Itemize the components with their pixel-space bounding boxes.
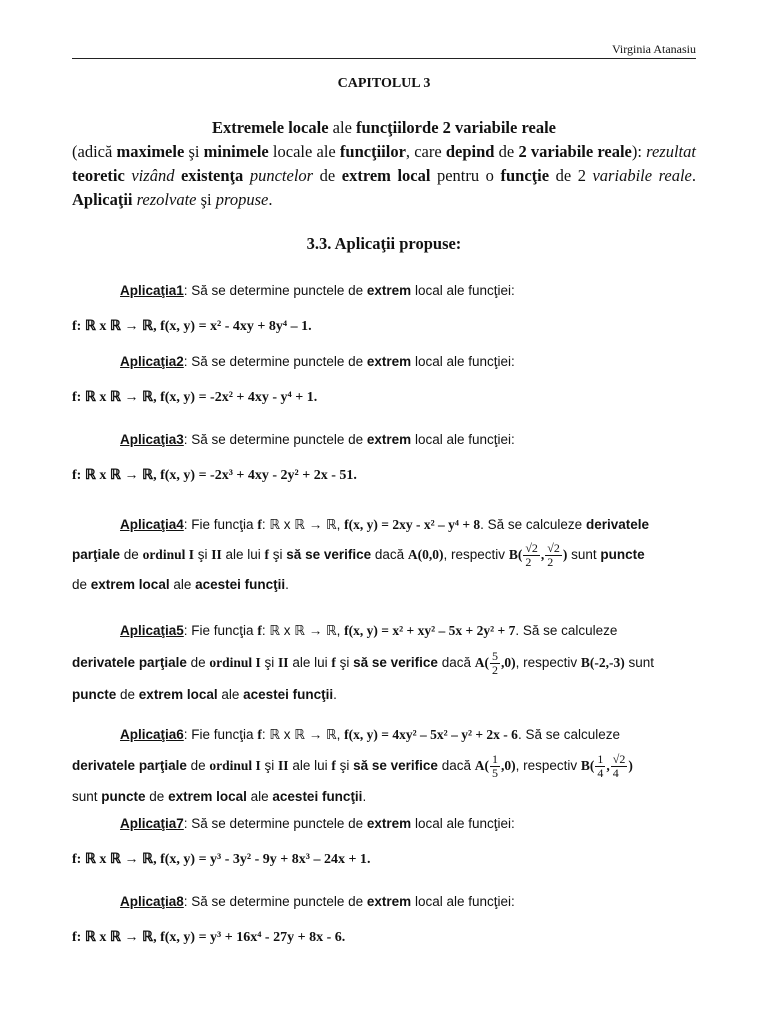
text: şi [260, 758, 279, 773]
text: : Fie funcţia [183, 623, 258, 638]
title-text: punctelor [243, 166, 314, 185]
formula-expression: f(x, y) = -2x³ + 4xy - 2y² + 2x - 51 [160, 468, 354, 483]
text: . [362, 789, 367, 804]
text: , respectiv [515, 758, 581, 773]
text: II [211, 547, 222, 562]
text: de [116, 687, 139, 702]
title-text: de 2 [549, 166, 593, 185]
text: acestei funcţii [272, 789, 363, 804]
text: derivatele [72, 655, 136, 670]
point-b: ) [562, 547, 568, 562]
title-text: vizând [124, 166, 175, 185]
text: , [540, 547, 545, 562]
title-text: existenţa [174, 166, 244, 185]
point-b: B( [508, 547, 523, 562]
section-heading: 3.3. Aplicaţii propuse: [306, 234, 462, 253]
title-text: (adică [72, 142, 117, 161]
application-statement [72, 428, 696, 452]
fraction-numerator: √2 [525, 540, 538, 555]
title-text: pentru o [430, 166, 501, 185]
title-text: locale ale [268, 142, 340, 161]
text: şi [260, 655, 279, 670]
text: : Fie funcţia [183, 517, 258, 532]
text: extrem [366, 283, 412, 298]
formula-expression: f(x, y) = -2x² + 4xy - y⁴ + 1 [160, 390, 314, 405]
text: : Fie funcţia [183, 727, 258, 742]
application-statement-cont [72, 679, 696, 711]
application-statement-cont [72, 540, 696, 570]
text: extrem local [168, 789, 247, 804]
text: ordinul I [209, 655, 261, 670]
title-segment: ale [328, 118, 357, 137]
text: acestei funcţii [243, 687, 334, 702]
text: de [145, 789, 169, 804]
point-b: ) [628, 758, 633, 773]
fraction-denominator: 2 [491, 662, 498, 677]
text: f [264, 547, 270, 562]
title-text: şi [184, 142, 204, 161]
formula-expression: f(x, y) = 2xy - x² – y⁴ + 8 [344, 517, 481, 532]
text: local ale funcţiei: [411, 432, 515, 447]
text: derivatele [72, 758, 136, 773]
formula-expression: f(x, y) = x² + xy² – 5x + 2y² + 7 [344, 623, 516, 638]
text: ale lui [288, 758, 332, 773]
text: şi [335, 758, 354, 773]
fraction-denominator: 4 [597, 765, 604, 780]
title-text: de [494, 142, 519, 161]
application-statement-cont [72, 781, 696, 812]
text: : Să se determine punctele de [183, 354, 367, 369]
title-segment: de 2 variabile reale [422, 118, 556, 137]
formula-prefix: f: ℝ x ℝ → ℝ, [72, 319, 161, 334]
text: extrem [366, 354, 412, 369]
text: să se verifice [353, 758, 438, 773]
text: puncte [600, 547, 645, 562]
fraction-denominator: 2 [525, 554, 532, 569]
fraction [490, 753, 500, 780]
formula-prefix: f: ℝ x ℝ → ℝ, [72, 930, 161, 945]
title-text: de [313, 166, 342, 185]
fraction-numerator: √2 [612, 751, 626, 766]
text: extrem [366, 432, 412, 447]
title-segment: Extremele locale [212, 118, 329, 137]
text: ale [217, 687, 244, 702]
text: : Să se determine punctele de [183, 283, 367, 298]
text: f [331, 758, 336, 773]
application-statement [72, 719, 696, 750]
title-text: maximele [116, 142, 185, 161]
text: extrem local [90, 577, 170, 592]
title-text: ): [631, 142, 647, 161]
text: ale [246, 789, 273, 804]
application-3 [72, 428, 696, 488]
text: f [257, 623, 262, 638]
fraction [611, 753, 628, 780]
formula-expression: f(x, y) = y³ - 3y² - 9y + 8x³ – 24x + 1 [160, 852, 367, 867]
formula-prefix: f: ℝ x ℝ → ℝ, [72, 390, 161, 405]
text: acestei funcţii [195, 577, 286, 592]
text: . [285, 577, 289, 592]
fraction [523, 542, 540, 569]
formula-expression: f(x, y) = x² - 4xy + 8y⁴ – 1 [160, 319, 309, 334]
text: ale [169, 577, 196, 592]
fraction-numerator: 1 [491, 751, 498, 766]
point-a: ,0) [500, 655, 516, 670]
application-name: Aplicaţia4 [120, 517, 184, 532]
fraction [595, 753, 605, 780]
title-text: funcţie [500, 166, 550, 185]
text: dacă [437, 655, 475, 670]
text: f [257, 517, 262, 532]
text: f [331, 655, 336, 670]
application-2 [72, 350, 696, 410]
application-statement-cont [72, 570, 696, 600]
title-text: teoretic [72, 166, 125, 185]
function-formula [72, 386, 696, 410]
text: sunt [72, 789, 102, 804]
fraction-numerator: √2 [547, 540, 560, 555]
point-b: B(-2,-3) [580, 655, 625, 670]
point-a: A(0,0) [407, 547, 444, 562]
text: : Să se determine punctele de [183, 894, 367, 909]
text: extrem local [138, 687, 218, 702]
text: parţiale [138, 758, 187, 773]
text: . Să se calculeze [517, 727, 620, 742]
fraction-denominator: 5 [491, 765, 498, 780]
text: şi [335, 655, 354, 670]
title-text: rezolvate [132, 190, 197, 209]
application-name: Aplicaţia2 [120, 354, 184, 369]
title-text: extrem local [341, 166, 431, 185]
title-text: depind [445, 142, 495, 161]
text: . [353, 468, 357, 483]
title-text: . [691, 166, 697, 185]
text: extrem [366, 894, 412, 909]
application-name: Aplicaţia8 [120, 894, 184, 909]
text: parţiale [72, 547, 121, 562]
text: să se verifice [286, 547, 372, 562]
text: II [278, 758, 289, 773]
text: de [120, 547, 143, 562]
text: : Să se determine punctele de [183, 816, 367, 831]
text: local ale funcţiei: [411, 283, 515, 298]
title-text: propuse [215, 190, 269, 209]
text: derivatele [585, 517, 649, 532]
text: , [606, 758, 610, 773]
text: de [186, 655, 210, 670]
formula-prefix: f: ℝ x ℝ → ℝ, [72, 468, 161, 483]
text: : ℝ x ℝ → ℝ, [261, 517, 345, 532]
text: : Să se determine punctele de [183, 432, 367, 447]
text: f [257, 727, 262, 742]
title-block [72, 116, 696, 212]
point-a: A( [474, 758, 489, 773]
application-statement [72, 279, 696, 303]
text: dacă [371, 547, 408, 562]
application-statement-cont [72, 647, 696, 679]
application-1 [72, 279, 696, 339]
title-text: funcţiilor [339, 142, 406, 161]
text: puncte [72, 687, 117, 702]
text: sunt [624, 655, 655, 670]
title-text: minimele [203, 142, 269, 161]
text: parţiale [138, 655, 187, 670]
title-text: Aplicaţii [72, 190, 133, 209]
text: : ℝ x ℝ → ℝ, [261, 623, 345, 638]
text: , respectiv [443, 547, 509, 562]
text: . [313, 390, 318, 405]
title-text: şi [196, 190, 216, 209]
application-name: Aplicaţia6 [120, 727, 184, 742]
fraction [545, 542, 562, 569]
application-8 [72, 890, 696, 950]
text: puncte [101, 789, 146, 804]
text: . Să se calculeze [515, 623, 618, 638]
text: . [341, 930, 346, 945]
function-formula [72, 464, 696, 488]
application-7 [72, 812, 696, 872]
fraction-denominator: 2 [547, 554, 554, 569]
text: local ale funcţiei: [411, 354, 515, 369]
text: ale lui [221, 547, 265, 562]
text: de [72, 577, 91, 592]
fraction-numerator: 5 [491, 648, 498, 663]
title-line [72, 116, 696, 140]
function-formula [72, 926, 696, 950]
text: . [333, 687, 337, 702]
application-statement [72, 890, 696, 914]
application-statement-cont [72, 750, 696, 781]
application-5 [72, 615, 696, 711]
formula-prefix: f: ℝ x ℝ → ℝ, [72, 852, 161, 867]
fraction-numerator: 1 [597, 751, 604, 766]
text: şi [269, 547, 287, 562]
text: ordinul I [209, 758, 261, 773]
fraction [490, 650, 500, 677]
application-name: Aplicaţia7 [120, 816, 184, 831]
title-text: . [268, 190, 273, 209]
application-statement [72, 615, 696, 647]
application-name: Aplicaţia5 [120, 623, 184, 638]
text: ale lui [288, 655, 332, 670]
title-description [72, 140, 696, 212]
formula-expression: f(x, y) = 4xy² – 5x² – y² + 2x - 6 [344, 727, 518, 742]
application-6 [72, 719, 696, 812]
title-text: rezultat [646, 142, 696, 161]
chapter-heading: CAPITOLUL 3 [337, 76, 431, 91]
text: . [308, 319, 312, 334]
text: . [366, 852, 371, 867]
text: local ale funcţiei: [411, 894, 515, 909]
application-name: Aplicaţia1 [120, 283, 184, 298]
text: , respectiv [515, 655, 581, 670]
text: dacă [437, 758, 475, 773]
title-text: , care [405, 142, 446, 161]
text: de [186, 758, 210, 773]
application-statement [72, 510, 696, 540]
application-name: Aplicaţia3 [120, 432, 184, 447]
text: local ale funcţiei: [411, 816, 515, 831]
text: extrem [366, 816, 412, 831]
application-4 [72, 510, 696, 600]
title-text: 2 variabile reale [518, 142, 632, 161]
header-author: Virginia Atanasiu [611, 42, 696, 56]
title-text: variabile reale [592, 166, 692, 185]
formula-expression: f(x, y) = y³ + 16x⁴ - 27y + 8x - 6 [160, 930, 342, 945]
point-a: ,0) [500, 758, 516, 773]
text: şi [193, 547, 212, 562]
point-b: B( [580, 758, 595, 773]
text: sunt [567, 547, 601, 562]
page-header [72, 40, 696, 59]
application-statement [72, 812, 696, 836]
fraction-denominator: 4 [612, 765, 619, 780]
text: . Să se calculeze [480, 517, 586, 532]
point-a: A( [474, 655, 489, 670]
text: II [278, 655, 289, 670]
title-segment: funcţiilor [356, 118, 423, 137]
text: să se verifice [353, 655, 438, 670]
function-formula [72, 315, 696, 339]
application-statement [72, 350, 696, 374]
text: : ℝ x ℝ → ℝ, [261, 727, 345, 742]
function-formula [72, 848, 696, 872]
text: ordinul I [142, 547, 194, 562]
